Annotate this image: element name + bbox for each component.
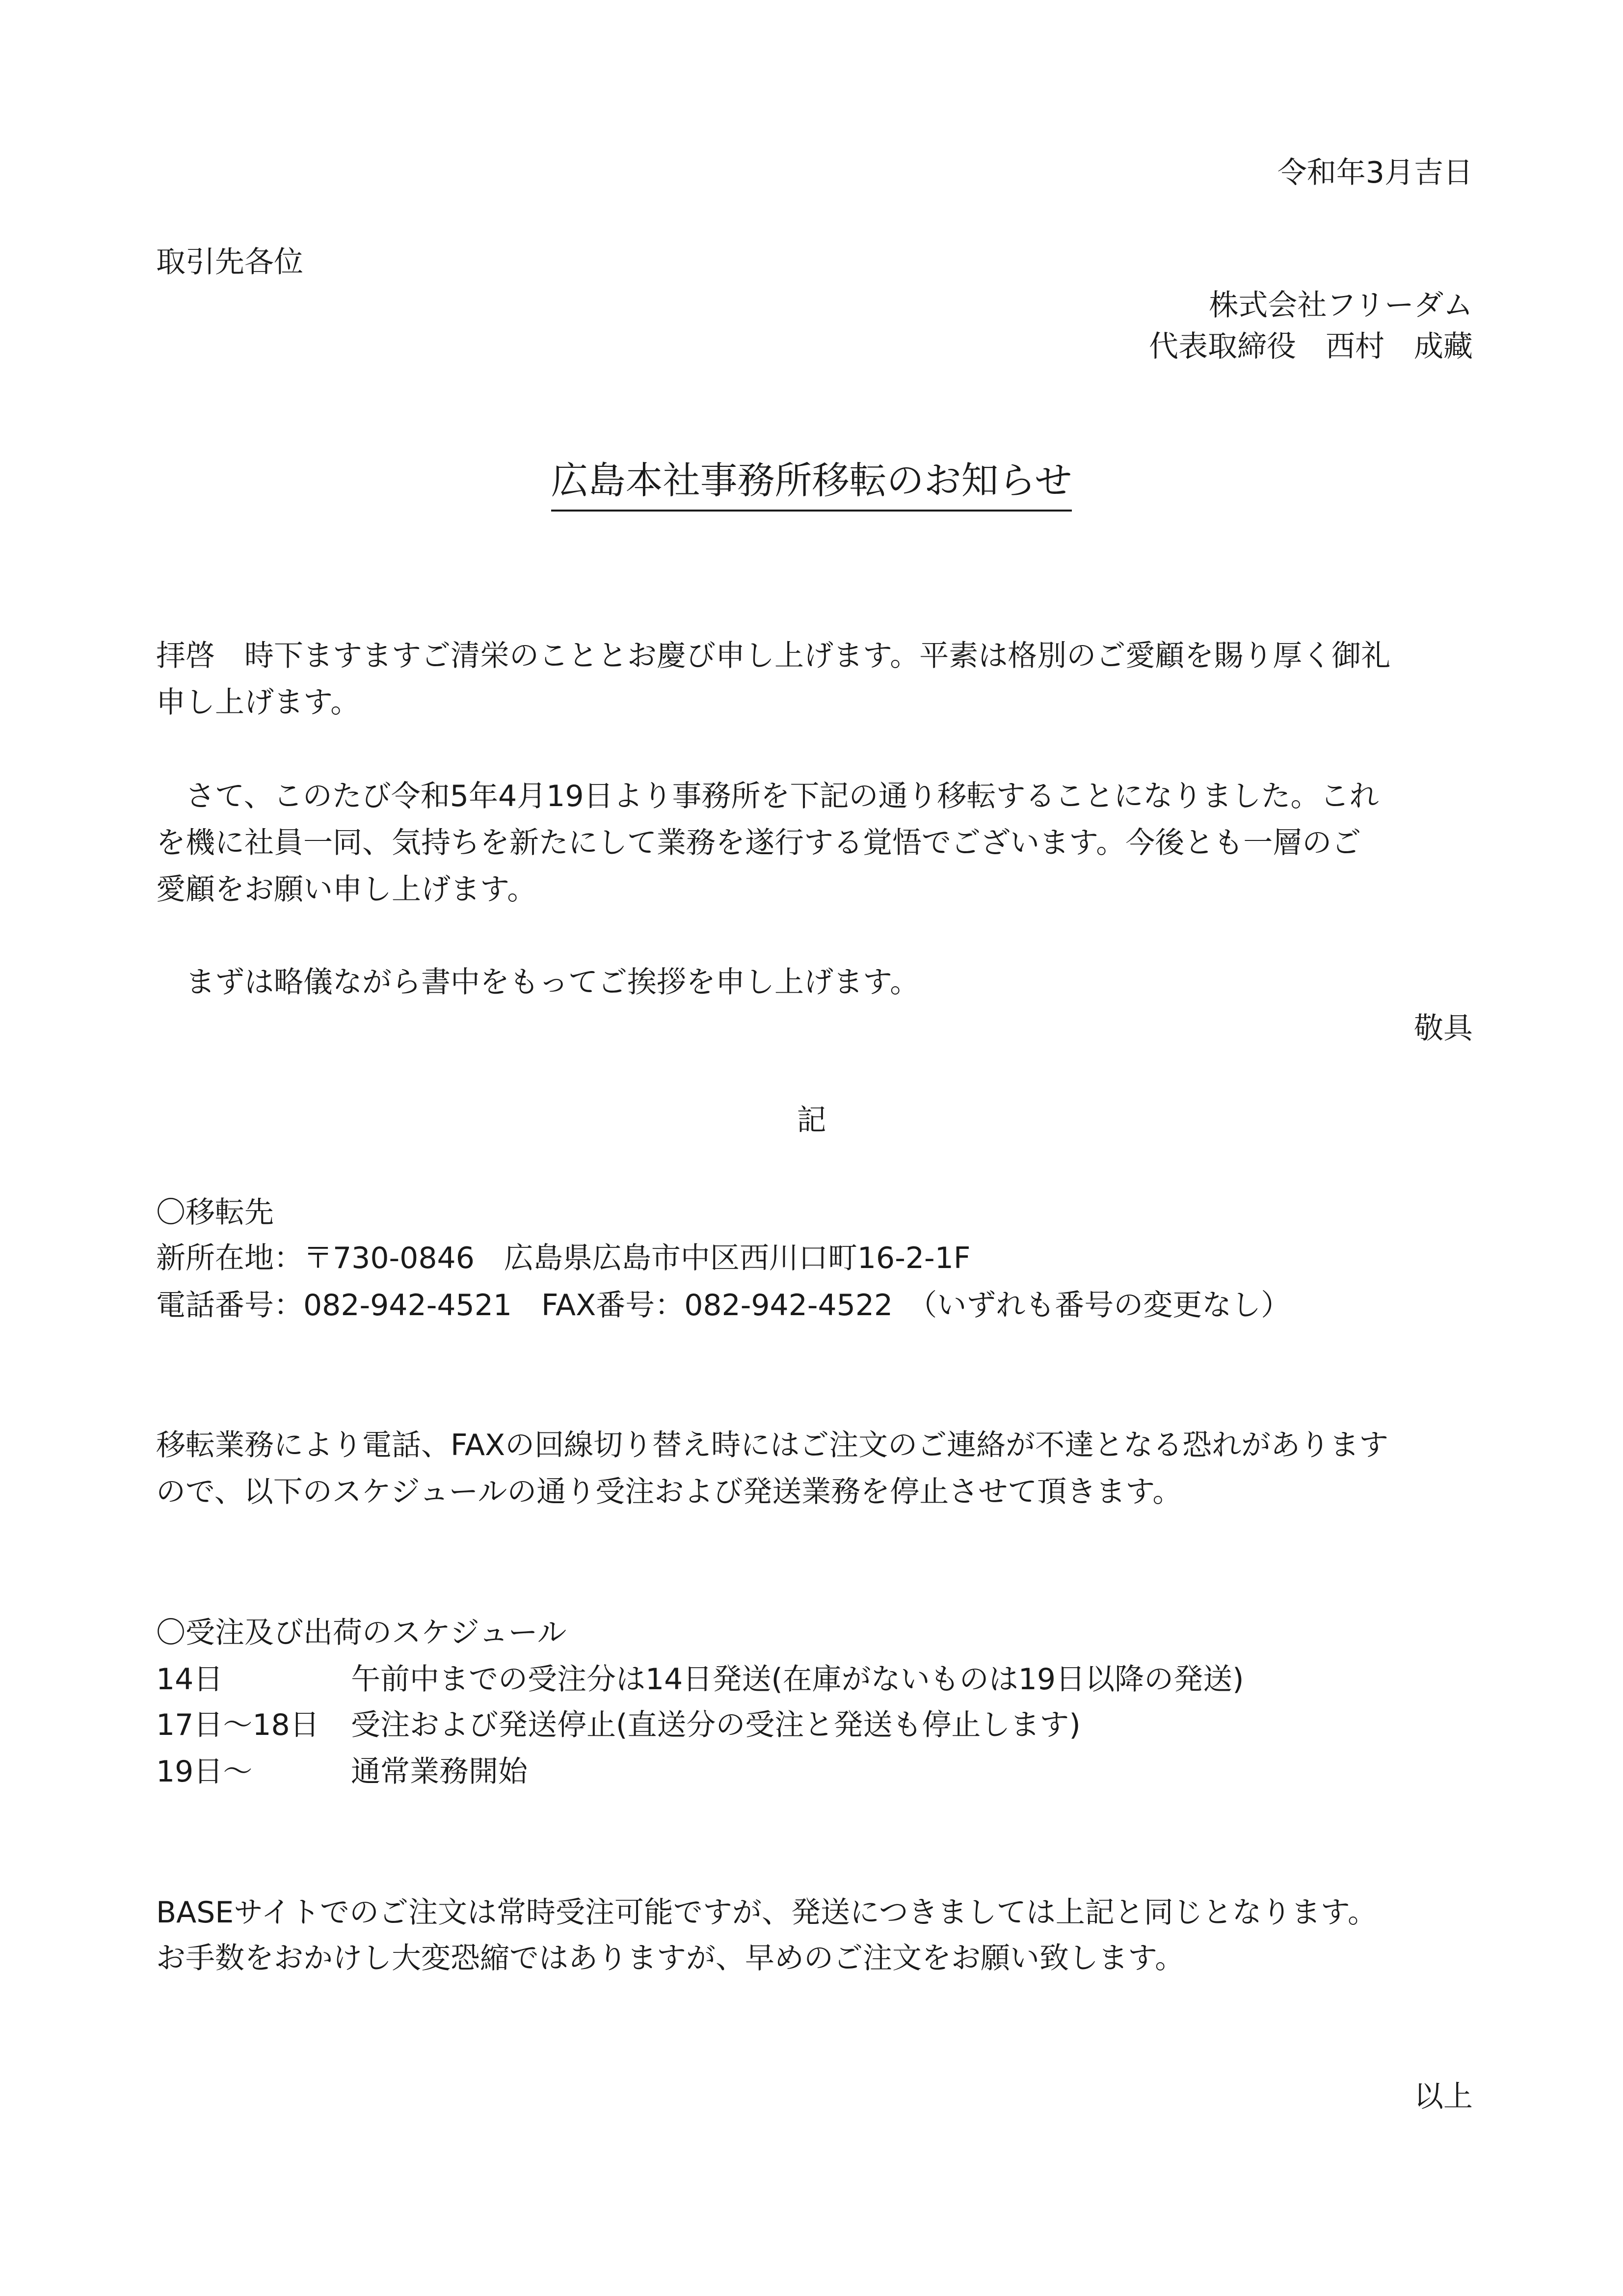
body1-line-1: さて、このたび令和5年4月19日より事務所を下記の通り移転することになりました。これ	[156, 779, 1379, 813]
notice-line-1: 移転業務により電話、FAXの回線切り替え時にはご注文のご連絡が不達となる恐れがあります	[156, 1428, 1389, 1462]
base-line-1: BASEサイトでのご注文は常時受注可能ですが、発送につきましては上記と同じとなります。	[156, 1895, 1378, 1930]
schedule-row-day: 19日～	[156, 1755, 253, 1789]
body2-line: まずは略儀ながら書中をもってご挨拶を申し上げます。	[156, 965, 920, 999]
base-line-2: お手数をおかけし大変恐縮ではありますが、早めのご注文をお願い致します。	[156, 1941, 1185, 1975]
relocation-address: 新所在地：〒730-0846 広島県広島市中区西川口町16-2-1F	[156, 1241, 971, 1275]
relocation-heading: 〇移転先	[156, 1195, 274, 1230]
company-name: 株式会社フリーダム	[1209, 288, 1473, 323]
relocation-phone: 電話番号：082-942-4521 FAX番号：082-942-4522 （いずれも番号の変更なし）	[156, 1288, 1291, 1323]
greeting-line-2: 申し上げます。	[156, 685, 360, 720]
title-text: 広島本社事務所移転のお知らせ	[551, 454, 1072, 512]
representative-name: 代表取締役 西村 成藏	[1149, 329, 1473, 364]
body1-line-2: を機に社員一同、気持ちを新たにして業務を遂行する覚悟でございます。今後とも一層のご	[156, 826, 1361, 860]
document-date: 令和年3月吉日	[1277, 156, 1473, 190]
body1-line-3: 愛顧をお願い申し上げます。	[156, 872, 537, 907]
schedule-row-day: 17日～18日	[156, 1708, 319, 1742]
notice-line-2: ので、以下のスケジュールの通り受注および発送業務を停止させて頂きます。	[156, 1475, 1182, 1509]
recipient: 取引先各位	[156, 245, 303, 279]
schedule-row-desc: 受注および発送停止(直送分の受注と発送も停止します)	[351, 1708, 1081, 1742]
schedule-heading: 〇受注及び出荷のスケジュール	[156, 1616, 567, 1650]
closing-keigu: 敬具	[1414, 1011, 1473, 1046]
page-title	[0, 454, 1623, 512]
schedule-row-day: 14日	[156, 1662, 223, 1697]
greeting-line-1: 拝啓 時下ますますご清栄のこととお慶び申し上げます。平素は格別のご愛顧を賜り厚く御礼	[156, 639, 1391, 673]
schedule-row-desc: 午前中までの受注分は14日発送(在庫がないものは19日以降の発送)	[351, 1662, 1244, 1697]
schedule-row-desc: 通常業務開始	[351, 1755, 528, 1789]
closing-ijou: 以上	[1414, 2080, 1473, 2114]
ki-heading: 記	[797, 1103, 826, 1137]
